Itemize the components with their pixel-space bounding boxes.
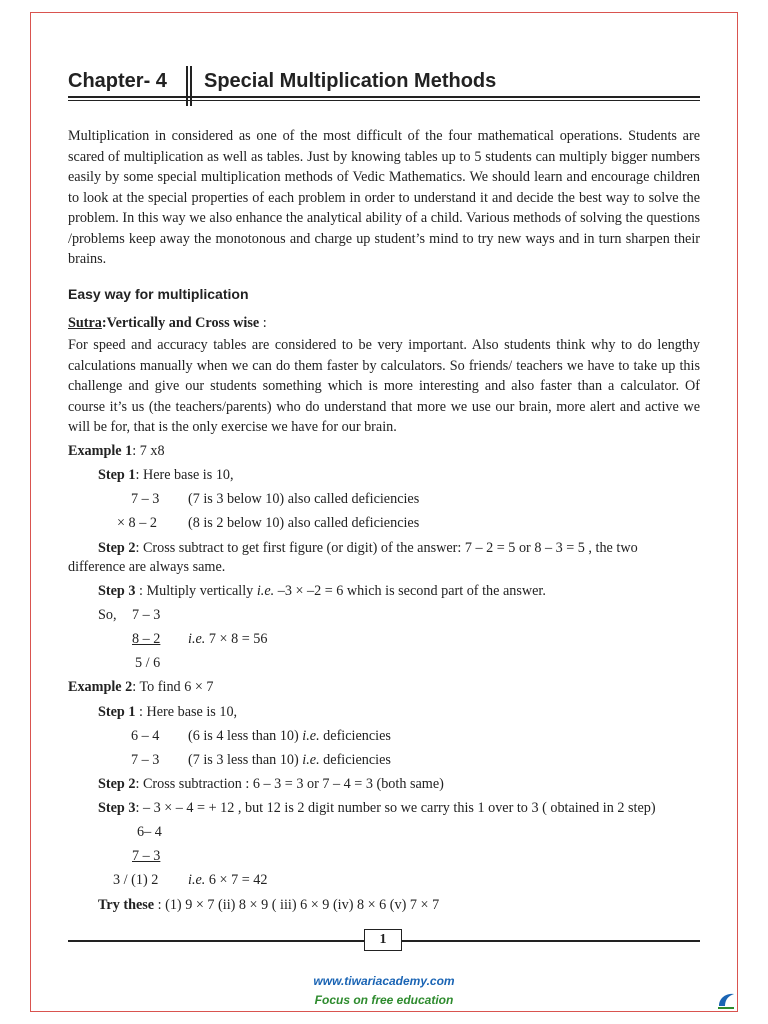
example1-heading: [68, 442, 165, 460]
example1-step1: [98, 466, 234, 484]
note-text: deficiencies: [319, 752, 391, 768]
ie-text: i.e.: [302, 728, 320, 744]
try-these-text: : (1) 9 × 7 (ii) 8 × 9 ( iii) 6 × 9 (iv) 8 × 6 (v) 7 × 7: [154, 897, 440, 913]
example1-so2-eq: [188, 630, 267, 648]
example1-so: So,: [98, 607, 117, 623]
step-text: : Here base is 10,: [135, 467, 234, 483]
tagline: Focus on free education: [314, 993, 454, 1007]
header-rule-thin: [68, 100, 700, 101]
example1-problem: : 7 x8: [132, 443, 165, 459]
step-label: Step 3: [98, 583, 136, 599]
note-text: deficiencies: [319, 728, 391, 744]
step-text: : Here base is 10,: [135, 704, 238, 720]
example2-work1: 6– 4: [137, 824, 162, 840]
step-label: Step 1: [98, 704, 136, 720]
example2-work2: 7 – 3: [132, 848, 161, 864]
example2-step3: [98, 799, 656, 817]
example1-step2: [98, 539, 638, 557]
speed-paragraph: For speed and accuracy tables are considered to be very important. Also students think why to do lengthy calculations manually when we can do them faster by calculators. So friends/ teachers we have to take up this challenge and give our students something which is more interesting and also faster than a calculator. Of course it’s us (the teachers/parents) who do understand that more we use our brain, more alert and active we will be for, that is the only exercise we have for our brain.: [68, 337, 700, 435]
note-text: (7 is 3 less than 10): [188, 752, 303, 768]
sutra-name: :Vertically and Cross wise: [101, 315, 260, 331]
chapter-header: [68, 66, 700, 100]
ie-text: i.e.: [302, 752, 320, 768]
chapter-number: Chapter- 4: [68, 70, 167, 92]
example1-so2: 8 – 2: [132, 631, 161, 647]
equation: 6 × 7 = 42: [205, 872, 268, 888]
example1-row1-note: (7 is 3 below 10) also called deficiencies: [188, 491, 420, 507]
example2-step1: [98, 703, 237, 721]
page-number: 1: [364, 929, 402, 951]
step-text: : – 3 × – 4 = + 12 , but 12 is 2 digit number so we carry this 1 over to 3 ( obtained in 2 step): [135, 800, 656, 816]
ie-text: i.e.: [188, 631, 206, 647]
example1-label: Example 1: [68, 443, 133, 459]
example2-row2-num: 7 – 3: [131, 752, 160, 768]
step-text: : Cross subtract to get first figure (or digit) of the answer: 7 – 2 = 5 or 8 – 3 = 5 , the two: [135, 540, 638, 556]
chapter-title: Special Multiplication Methods: [204, 70, 497, 92]
example1-result: 5 / 6: [135, 655, 161, 671]
ie-text: i.e.: [256, 583, 275, 599]
header-rule: [68, 96, 700, 98]
example2-label: Example 2: [68, 679, 133, 695]
example1-step2-cont: difference are always same.: [68, 559, 226, 575]
example2-problem: : To find 6 × 7: [132, 679, 214, 695]
note-text: (6 is 4 less than 10): [188, 728, 303, 744]
example1-row2-note: (8 is 2 below 10) also called deficiencies: [188, 515, 420, 531]
sutra-colon: :: [259, 315, 267, 331]
example2-row1-num: 6 – 4: [131, 728, 160, 744]
example1-step3: [98, 582, 546, 600]
website-link[interactable]: www.tiwariacademy.com: [313, 974, 455, 988]
example2-result-eq: [188, 871, 267, 889]
ie-text: i.e.: [188, 872, 206, 888]
step-label: Step 1: [98, 467, 136, 483]
section-heading: Easy way for multiplication: [68, 286, 249, 302]
try-these-label: Try these: [98, 897, 155, 913]
step-text: : Multiply vertically: [135, 583, 257, 599]
example1-row2-num: × 8 – 2: [117, 515, 157, 531]
logo-icon: [716, 990, 736, 1010]
example2-result: 3 / (1) 2: [113, 872, 159, 888]
sutra-label: Sutra: [68, 315, 102, 331]
example1-so1: 7 – 3: [132, 607, 161, 623]
sutra-line: [68, 314, 267, 332]
example2-row2-note: [188, 751, 391, 769]
step-text: –3 × –2 = 6 which is second part of the answer.: [274, 583, 546, 599]
intro-paragraph: Multiplication in considered as one of the most difficult of the four mathematical operations. Students are scared of multiplication as well as tables. Just by knowing tables up to 5 students can multiply bigger numbers easily by some special multiplication methods of Vedic Mathematics. We should learn and encourage children to look at the special properties of each problem in order to understand it and decide the best way to solve the problem. In this way we also enhance the analytical ability of a child. Various methods of solving the questions /problems keep away the monotonous and charge up student’s mind to try new ways and in turn sharpen their brains.: [68, 128, 700, 267]
step-label: Step 3: [98, 800, 136, 816]
step-text: : Cross subtraction : 6 – 3 = 3 or 7 – 4 = 3 (both same): [135, 776, 444, 792]
example1-row1-num: 7 – 3: [131, 491, 160, 507]
example2-heading: [68, 678, 213, 696]
equation: 7 × 8 = 56: [205, 631, 268, 647]
step-label: Step 2: [98, 540, 136, 556]
example2-row1-note: [188, 727, 391, 745]
step-label: Step 2: [98, 776, 136, 792]
example2-step2: [98, 775, 444, 793]
try-these: [98, 896, 439, 914]
